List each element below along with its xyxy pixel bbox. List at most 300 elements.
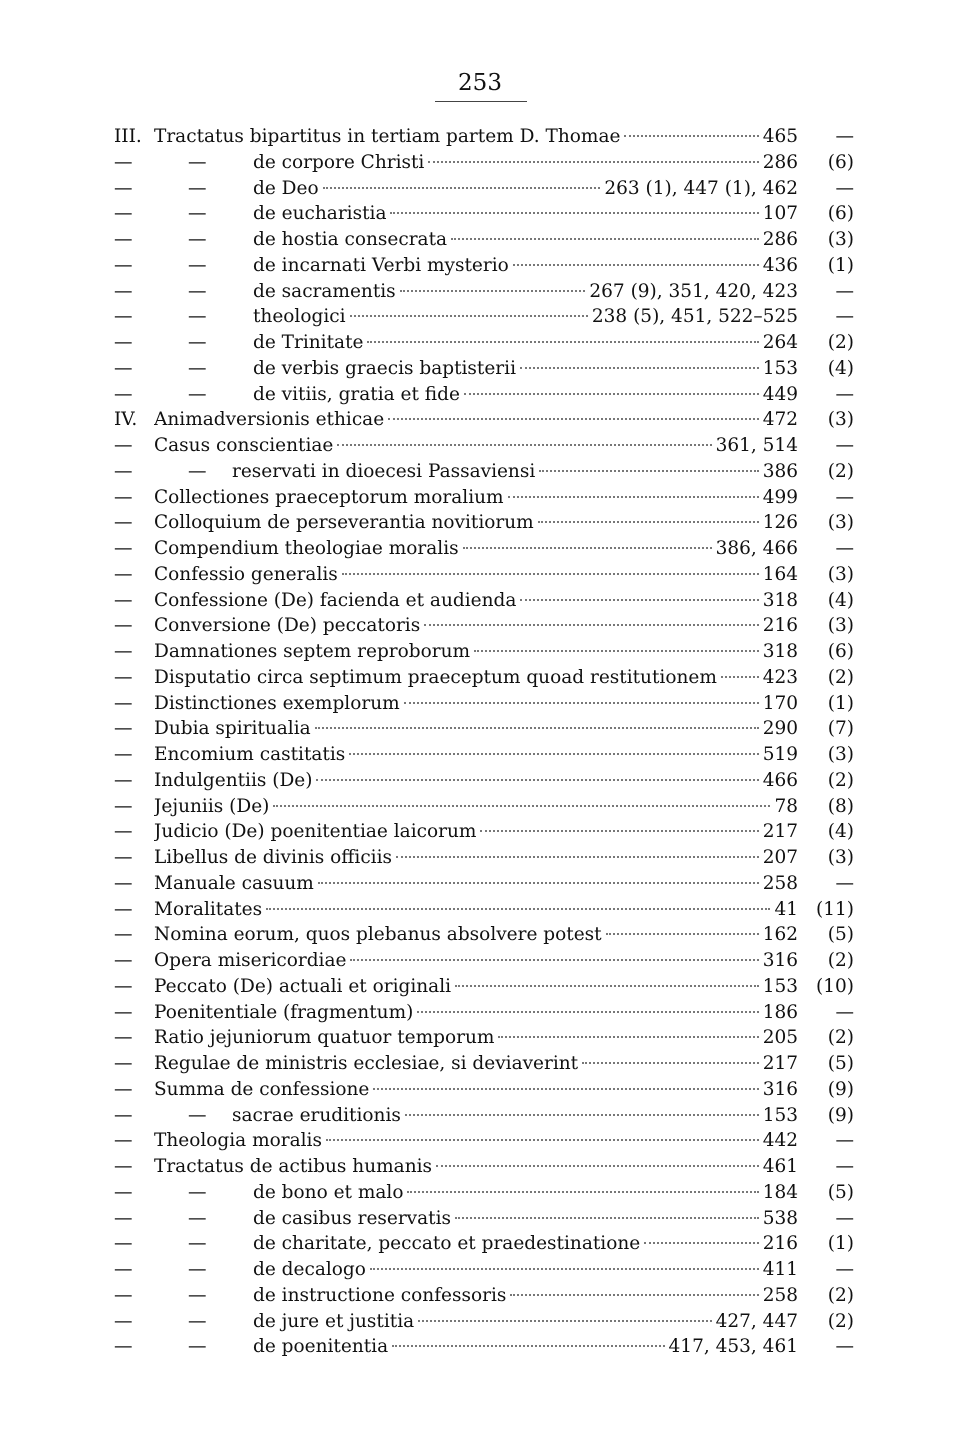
entry-repeat-dash: — (188, 1181, 207, 1203)
entry-section-mark: — (114, 177, 133, 199)
entry-body (253, 382, 798, 408)
entry-section-mark: — (114, 1027, 133, 1049)
entry-pages: 436 (762, 254, 798, 276)
entry-pages: 41 (774, 898, 798, 920)
entry-title: de bono et malo (253, 1181, 404, 1203)
entry-body (154, 665, 798, 691)
entry-section-mark: — (114, 744, 133, 765)
dot-leader (349, 753, 758, 755)
entry-body (154, 897, 798, 923)
entry-title: de decalogo (253, 1259, 366, 1280)
index-entry (114, 536, 854, 562)
entry-body (253, 227, 798, 253)
entry-section-mark: III. (114, 126, 142, 147)
entry-body (154, 742, 798, 768)
entry-note: — (835, 1336, 854, 1358)
entry-section-mark: — (114, 383, 133, 405)
entry-pages: 449 (762, 383, 798, 405)
entry-section-mark: — (114, 486, 133, 508)
entry-note: — (835, 1130, 854, 1152)
entry-title: Peccato (De) actuali et originali (154, 975, 452, 997)
dot-leader (451, 238, 759, 240)
entry-section-mark: — (114, 718, 133, 740)
entry-title: Tractatus bipartitus in tertiam partem D. Thomae (154, 126, 621, 147)
entry-body (154, 922, 798, 948)
entry-repeat-dash: — (188, 229, 207, 250)
entry-title: Nomina eorum, quos plebanus absolvere potest (154, 924, 602, 946)
entry-note: — (835, 435, 854, 456)
entry-note: (3) (827, 512, 854, 534)
dot-leader (388, 418, 759, 420)
index-entry (114, 1103, 854, 1129)
entry-section-mark: — (114, 847, 133, 868)
entry-section-mark: — (114, 1078, 133, 1100)
entry-section-mark: — (114, 1207, 133, 1229)
entry-section-mark: — (114, 821, 133, 843)
entry-note: (11) (816, 898, 854, 920)
dot-leader (390, 212, 758, 214)
index-entry (114, 1334, 854, 1360)
entry-section-mark: — (114, 795, 133, 817)
entry-pages: 361, 514 (715, 435, 798, 456)
entry-note: (5) (827, 1181, 854, 1203)
entry-body (253, 1309, 798, 1335)
entry-title: Theologia moralis (154, 1130, 322, 1152)
entry-title: Distinctiones exemplorum (154, 692, 400, 714)
entry-body (154, 768, 798, 794)
entry-title: reservati in dioecesi Passaviensi (232, 460, 536, 482)
entry-note: (3) (827, 409, 854, 431)
entry-section-mark: — (114, 357, 133, 379)
entry-pages: 258 (762, 1284, 798, 1306)
index-entry (114, 150, 854, 176)
entry-section-mark: — (114, 872, 133, 894)
entry-pages: 472 (762, 409, 798, 431)
entry-section-mark: — (114, 1259, 133, 1280)
entry-section-mark: — (114, 1233, 133, 1255)
entry-note: (6) (827, 641, 854, 662)
dot-leader (624, 135, 758, 137)
dot-leader (464, 393, 759, 395)
entry-title: de Deo (253, 177, 319, 199)
entry-section-mark: — (114, 1053, 133, 1074)
index-entry (114, 588, 854, 614)
entry-note: (3) (827, 229, 854, 250)
index-entry (114, 1206, 854, 1232)
entry-title: de vitiis, gratia et fide (253, 383, 460, 405)
index-entry (114, 1025, 854, 1051)
entry-note: (3) (827, 615, 854, 637)
entry-pages: 427, 447 (715, 1310, 798, 1332)
index-entry (114, 562, 854, 588)
index-entry (114, 459, 854, 485)
entry-body (253, 279, 798, 305)
entry-repeat-dash: — (188, 1207, 207, 1229)
entry-section-mark: — (114, 692, 133, 714)
entry-title: Casus conscientiae (154, 435, 334, 456)
entry-pages: 286 (762, 229, 798, 250)
entry-repeat-dash: — (188, 306, 207, 328)
entry-body (232, 459, 798, 485)
index-entry (114, 304, 854, 330)
index-entry (114, 948, 854, 974)
entry-pages: 264 (762, 332, 798, 353)
entry-pages: 499 (762, 486, 798, 508)
entry-body (253, 1231, 798, 1257)
dot-leader (318, 882, 759, 884)
dot-leader (721, 676, 759, 678)
dot-leader (337, 444, 711, 446)
entry-section-mark: — (114, 332, 133, 353)
entry-title: Opera misericordiae (154, 950, 347, 971)
entry-pages: 538 (762, 1207, 798, 1229)
dot-leader (513, 264, 759, 266)
entry-pages: 519 (762, 744, 798, 765)
dot-leader (644, 1242, 758, 1244)
entry-note: — (835, 383, 854, 405)
entry-note: — (835, 872, 854, 894)
entry-pages: 162 (762, 924, 798, 946)
entry-section-mark: — (114, 1001, 133, 1023)
entry-title: Ratio jejuniorum quatuor temporum (154, 1027, 495, 1049)
dot-leader (436, 1165, 759, 1167)
dot-leader (370, 1268, 759, 1270)
entry-note: — (835, 306, 854, 328)
entry-repeat-dash: — (188, 151, 207, 173)
entry-body (154, 845, 798, 871)
entry-body (232, 1103, 798, 1129)
entry-pages: 216 (762, 1233, 798, 1255)
dot-leader (539, 470, 758, 472)
dot-leader (350, 959, 758, 961)
entry-pages: 290 (762, 718, 798, 740)
entry-body (154, 1025, 798, 1051)
entry-body (154, 588, 798, 614)
entry-note: (2) (827, 1284, 854, 1306)
dot-leader (266, 908, 770, 910)
index-entry (114, 382, 854, 408)
entry-pages: 217 (762, 821, 798, 843)
entry-section-mark: — (114, 1181, 133, 1203)
dot-leader (342, 573, 759, 575)
dot-leader (396, 856, 759, 858)
entry-body (154, 974, 798, 1000)
index-entry (114, 330, 854, 356)
entry-repeat-dash: — (188, 357, 207, 379)
entry-note: (2) (827, 769, 854, 791)
entry-section-mark: — (114, 435, 133, 456)
entry-section-mark: — (114, 254, 133, 276)
index-entry (114, 742, 854, 768)
entry-pages: 267 (9), 351, 420, 423 (589, 280, 798, 302)
entry-section-mark: — (114, 151, 133, 173)
index-entry (114, 819, 854, 845)
index-entry (114, 974, 854, 1000)
index-entry (114, 922, 854, 948)
entry-title: de corpore Christi (253, 151, 425, 173)
entry-body (154, 510, 798, 536)
entry-section-mark: — (114, 563, 133, 585)
entry-title: Moralitates (154, 898, 263, 920)
index-entry (114, 227, 854, 253)
entry-note: (9) (827, 1078, 854, 1100)
dot-leader (316, 779, 758, 781)
entry-pages: 318 (762, 589, 798, 611)
entry-body (253, 253, 798, 279)
entry-section-mark: — (114, 1104, 133, 1126)
entry-body (154, 871, 798, 897)
entry-repeat-dash: — (188, 332, 207, 353)
entry-body (253, 1180, 798, 1206)
index-entry (114, 176, 854, 202)
index-entry (114, 613, 854, 639)
entry-pages: 216 (762, 615, 798, 637)
dot-leader (326, 1139, 759, 1141)
dot-leader (407, 1191, 758, 1193)
entry-body (154, 536, 798, 562)
entry-section-mark: — (114, 1336, 133, 1358)
entry-note: (3) (827, 563, 854, 585)
entry-repeat-dash: — (188, 280, 207, 302)
entry-body (154, 613, 798, 639)
entry-body (253, 1206, 798, 1232)
entry-note: (6) (827, 151, 854, 173)
entry-repeat-dash: — (188, 460, 207, 482)
entry-pages: 184 (762, 1181, 798, 1203)
entry-body (154, 948, 798, 974)
entry-title: de Trinitate (253, 332, 364, 353)
entry-body (154, 124, 798, 150)
page-number: 253 (458, 70, 502, 96)
entry-repeat-dash: — (188, 1336, 207, 1358)
entry-note: (8) (827, 795, 854, 817)
entry-title: Judicio (De) poenitentiae laicorum (154, 821, 477, 843)
entry-section-mark: IV. (114, 409, 138, 431)
entry-note: (7) (827, 718, 854, 740)
index-entry (114, 639, 854, 665)
entry-note: (10) (816, 975, 854, 997)
entry-note: (4) (827, 589, 854, 611)
entry-note: (3) (827, 847, 854, 868)
entry-body (253, 150, 798, 176)
entry-section-mark: — (114, 460, 133, 482)
entry-title: Conversione (De) peccatoris (154, 615, 421, 637)
entry-note: (1) (827, 692, 854, 714)
index-entries (114, 124, 854, 1360)
entry-note: (4) (827, 821, 854, 843)
dot-leader (350, 315, 588, 317)
dot-leader (455, 1217, 759, 1219)
entry-body (253, 330, 798, 356)
entry-pages: 107 (762, 203, 798, 225)
entry-section-mark: — (114, 203, 133, 225)
entry-title: Collectiones praeceptorum moralium (154, 486, 504, 508)
entry-title: Animadversionis ethicae (154, 409, 385, 431)
index-entry (114, 768, 854, 794)
entry-note: (5) (827, 924, 854, 946)
dot-leader (606, 933, 759, 935)
entry-body (154, 716, 798, 742)
entry-note: — (835, 177, 854, 199)
index-entry (114, 794, 854, 820)
index-entry (114, 716, 854, 742)
dot-leader (520, 367, 759, 369)
entry-body (154, 485, 798, 511)
entry-note: (3) (827, 744, 854, 765)
entry-pages: 318 (762, 641, 798, 662)
entry-section-mark: — (114, 950, 133, 971)
entry-pages: 238 (5), 451, 522–525 (591, 306, 798, 328)
entry-note: (2) (827, 666, 854, 688)
index-entry (114, 201, 854, 227)
entry-section-mark: — (114, 1156, 133, 1177)
entry-body (154, 691, 798, 717)
entry-title: Damnationes septem reproborum (154, 641, 471, 662)
index-entry (114, 124, 854, 150)
entry-pages: 263 (1), 447 (1), 462 (604, 177, 798, 199)
entry-pages: 153 (762, 357, 798, 379)
entry-title: Regulae de ministris ecclesiae, si deviaverint (154, 1053, 579, 1074)
entry-title: de jure et justitia (253, 1310, 415, 1332)
entry-repeat-dash: — (188, 1233, 207, 1255)
index-entry (114, 356, 854, 382)
dot-leader (463, 547, 712, 549)
entry-pages: 386 (762, 460, 798, 482)
entry-body (253, 176, 798, 202)
entry-title: Confessio generalis (154, 563, 338, 585)
entry-title: Encomium castitatis (154, 744, 346, 765)
dot-leader (582, 1062, 759, 1064)
entry-title: Jejuniis (De) (154, 795, 270, 817)
page-number-rule (435, 101, 527, 102)
index-entry (114, 897, 854, 923)
index-entry (114, 1051, 854, 1077)
entry-pages: 465 (762, 126, 798, 147)
entry-note: (5) (827, 1053, 854, 1074)
entry-section-mark: — (114, 512, 133, 534)
index-entry (114, 1077, 854, 1103)
entry-repeat-dash: — (188, 254, 207, 276)
dot-leader (498, 1036, 758, 1038)
index-entry (114, 1257, 854, 1283)
index-entry (114, 433, 854, 459)
entry-title: Disputatio circa septimum praeceptum quoad restitutionem (154, 666, 717, 688)
entry-title: de verbis graecis baptisterii (253, 357, 516, 379)
entry-body (154, 1077, 798, 1103)
entry-note: — (835, 538, 854, 559)
entry-note: (2) (827, 1310, 854, 1332)
entry-pages: 126 (762, 512, 798, 534)
entry-pages: 417, 453, 461 (668, 1336, 798, 1358)
entry-section-mark: — (114, 666, 133, 688)
entry-note: (6) (827, 203, 854, 225)
entry-section-mark: — (114, 615, 133, 637)
dot-leader (455, 985, 759, 987)
entry-title: Confessione (De) facienda et audienda (154, 589, 517, 611)
entry-repeat-dash: — (188, 383, 207, 405)
entry-title: Tractatus de actibus humanis (154, 1156, 433, 1177)
entry-title: Libellus de divinis officiis (154, 847, 393, 868)
entry-title: sacrae eruditionis (232, 1104, 401, 1126)
entry-section-mark: — (114, 641, 133, 662)
entry-repeat-dash: — (188, 1259, 207, 1280)
index-entry (114, 407, 854, 433)
entry-body (154, 1128, 798, 1154)
entry-body (154, 1154, 798, 1180)
dot-leader (315, 727, 759, 729)
index-entry (114, 665, 854, 691)
dot-leader (424, 624, 758, 626)
index-entry (114, 1000, 854, 1026)
entry-note: (1) (827, 1233, 854, 1255)
entry-section-mark: — (114, 924, 133, 946)
index-entry (114, 485, 854, 511)
entry-note: (2) (827, 950, 854, 971)
entry-pages: 316 (762, 1078, 798, 1100)
dot-leader (373, 1088, 758, 1090)
index-entry (114, 1231, 854, 1257)
entry-title: de casibus reservatis (253, 1207, 452, 1229)
entry-pages: 423 (762, 666, 798, 688)
entry-title: Indulgentiis (De) (154, 769, 313, 791)
entry-pages: 258 (762, 872, 798, 894)
entry-title: de charitate, peccato et praedestinatione (253, 1233, 641, 1255)
dot-leader (474, 650, 759, 652)
dot-leader (323, 187, 601, 189)
entry-pages: 217 (762, 1053, 798, 1074)
entry-title: theologici (253, 306, 346, 328)
entry-pages: 207 (762, 847, 798, 868)
index-entry (114, 1128, 854, 1154)
entry-body (154, 1051, 798, 1077)
index-entry (114, 1283, 854, 1309)
entry-section-mark: — (114, 898, 133, 920)
entry-body (253, 1334, 798, 1360)
dot-leader (510, 1294, 758, 1296)
entry-body (253, 1257, 798, 1283)
entry-pages: 170 (762, 692, 798, 714)
entry-title: Dubia spiritualia (154, 718, 311, 740)
entry-repeat-dash: — (188, 1104, 207, 1126)
entry-title: de incarnati Verbi mysterio (253, 254, 509, 276)
entry-note: — (835, 1207, 854, 1229)
index-entry (114, 1154, 854, 1180)
entry-repeat-dash: — (188, 177, 207, 199)
entry-title: de hostia consecrata (253, 229, 448, 250)
entry-note: — (835, 486, 854, 508)
entry-pages: 78 (774, 795, 798, 817)
entry-body (154, 407, 798, 433)
entry-repeat-dash: — (188, 1310, 207, 1332)
entry-section-mark: — (114, 1310, 133, 1332)
entry-body (253, 201, 798, 227)
dot-leader (367, 341, 758, 343)
entry-body (253, 356, 798, 382)
entry-section-mark: — (114, 1284, 133, 1306)
entry-note: (2) (827, 460, 854, 482)
entry-body (154, 433, 798, 459)
entry-pages: 164 (762, 563, 798, 585)
entry-pages: 286 (762, 151, 798, 173)
dot-leader (520, 599, 758, 601)
entry-title: de eucharistia (253, 203, 387, 225)
entry-note: — (835, 280, 854, 302)
entry-note: — (835, 1259, 854, 1280)
dot-leader (428, 161, 758, 163)
entry-note: — (835, 126, 854, 147)
entry-section-mark: — (114, 306, 133, 328)
entry-pages: 316 (762, 950, 798, 971)
